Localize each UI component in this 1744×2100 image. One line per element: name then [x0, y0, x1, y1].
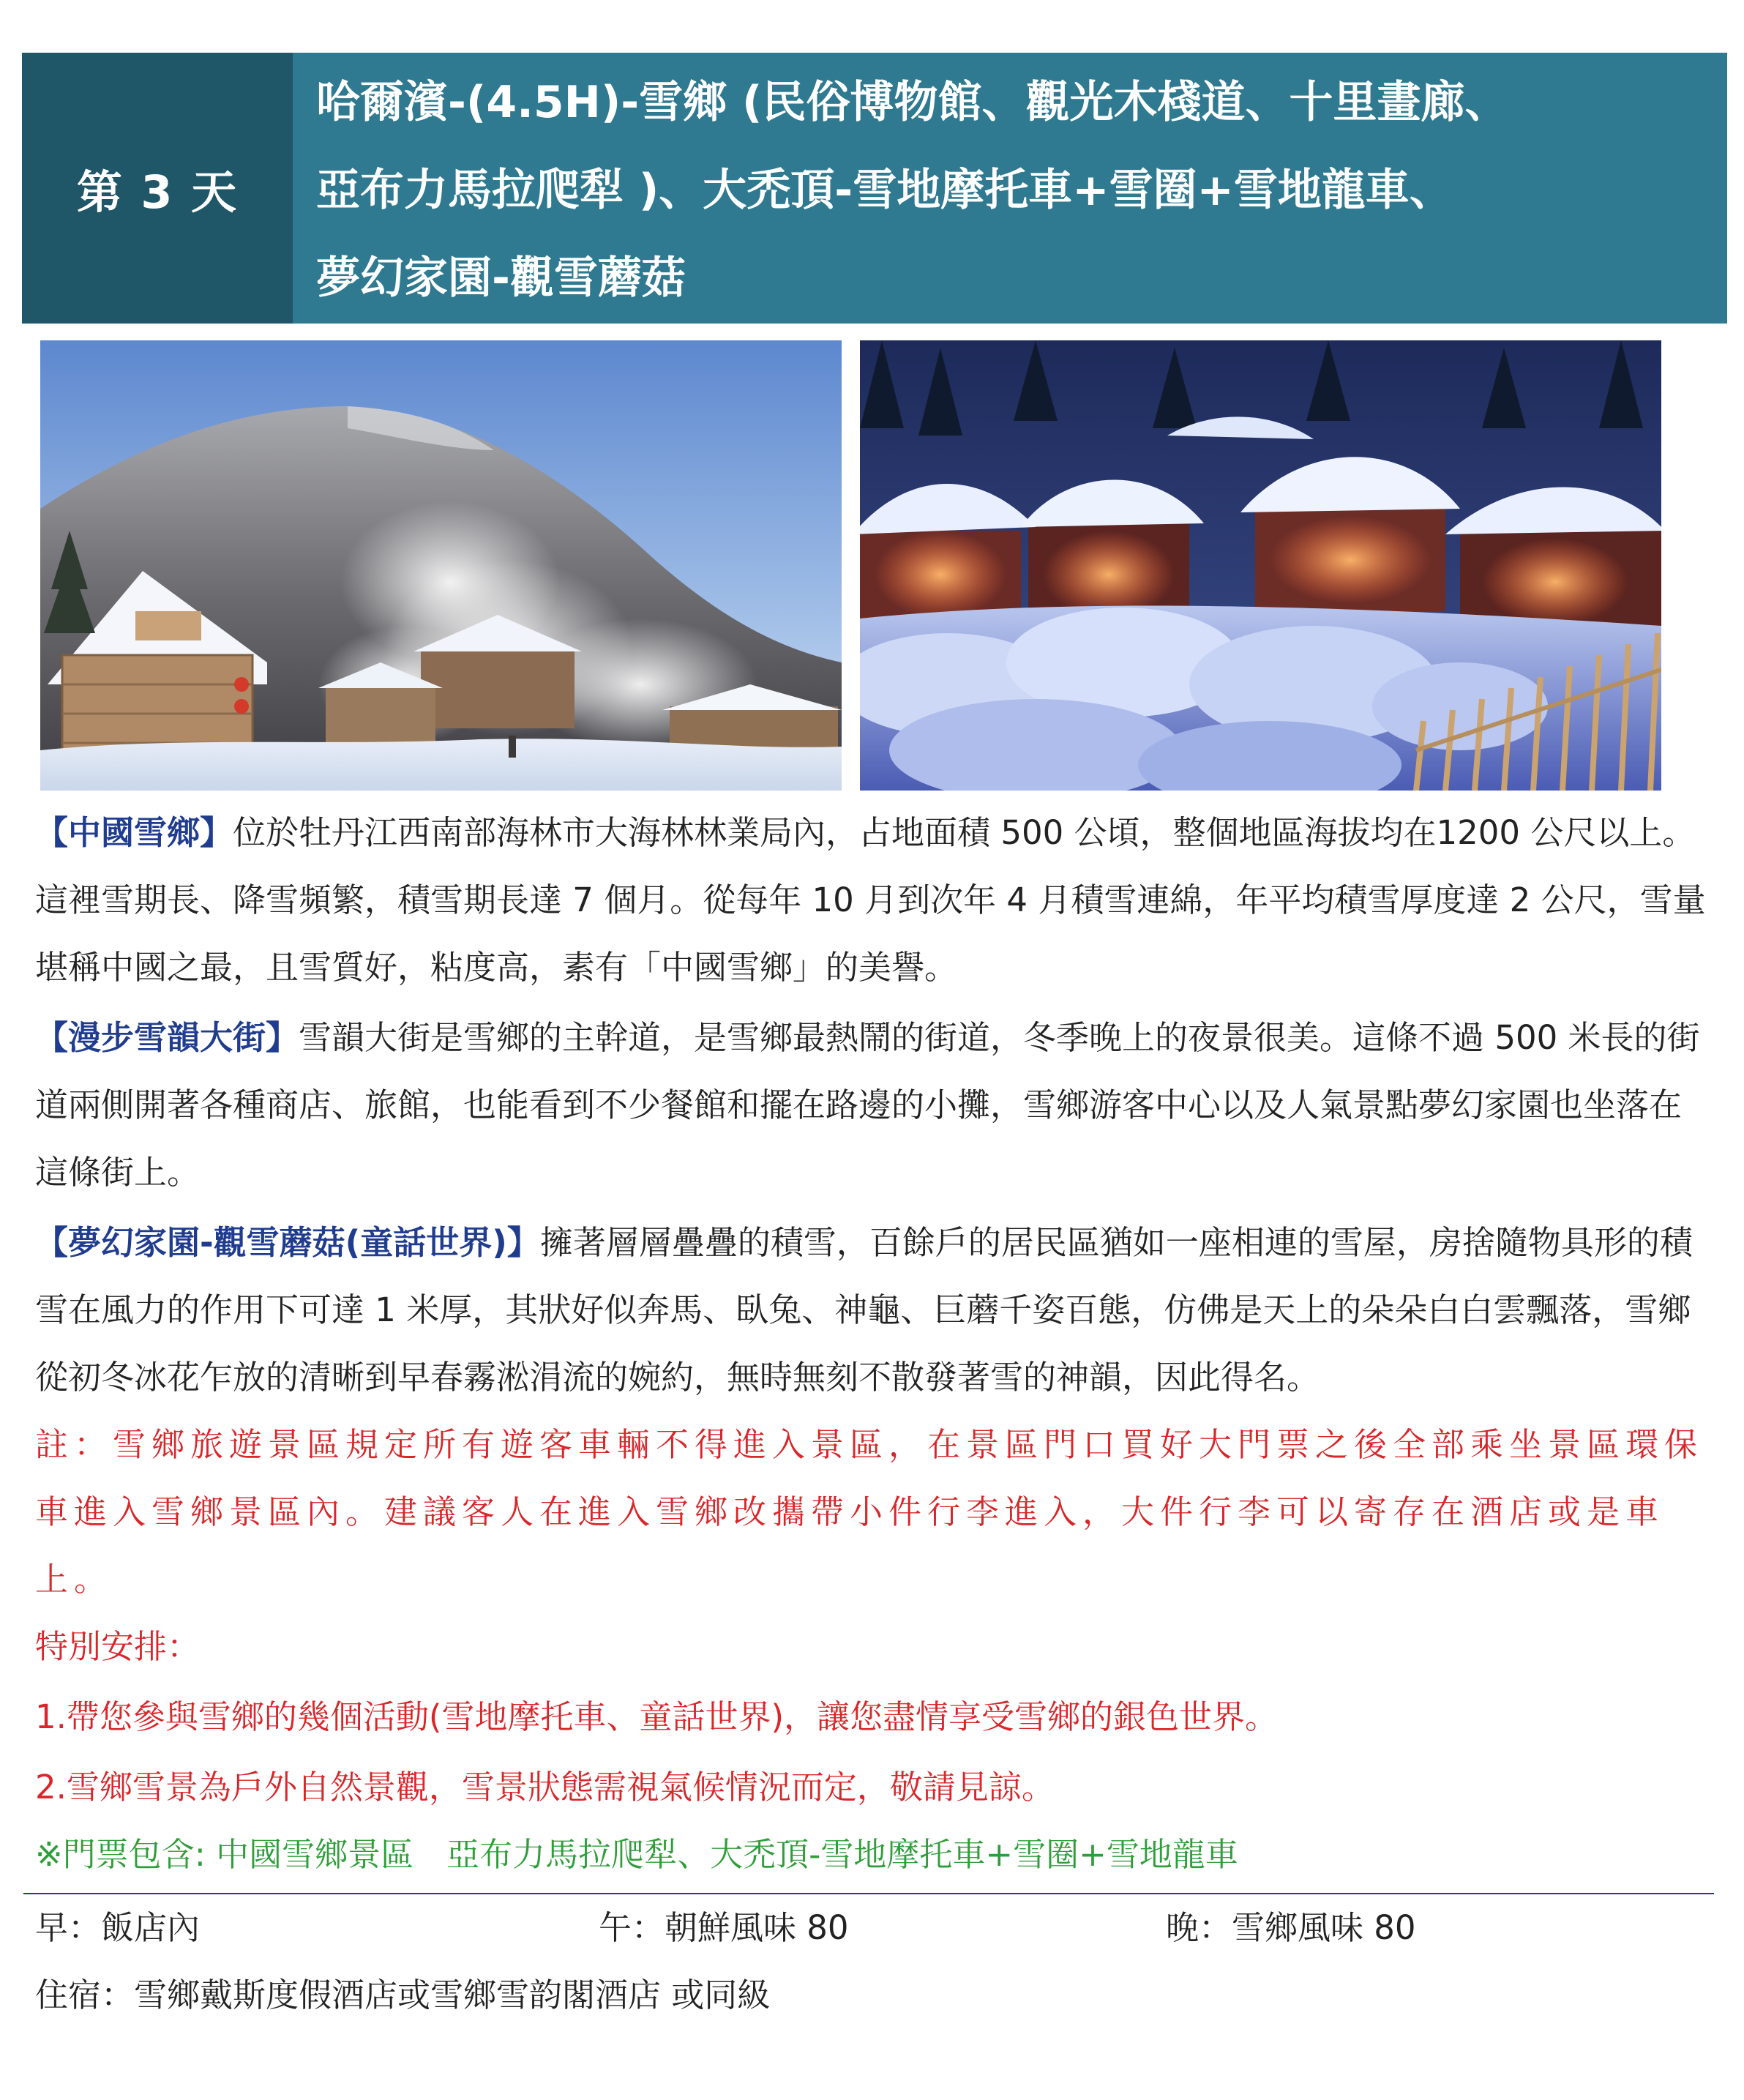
accommodation: 住宿：雪鄉戴斯度假酒店或雪鄉雪韵閣酒店 或同級 — [35, 1976, 771, 2014]
section-dream-home — [35, 1209, 1711, 1411]
day-title-line-2: 亞布力馬拉爬犁 )、大禿頂-雪地摩托車+雪圈+雪地龍車、 — [316, 165, 1453, 216]
photo-row — [40, 340, 1661, 791]
day-title — [293, 53, 1727, 324]
lunch: 午：朝鮮風味 80 — [599, 1908, 849, 1947]
special-arrangement-title: 特別安排： — [35, 1627, 201, 1666]
section-tag: 【夢幻家園-觀雪蘑菇(童話世界)】 — [35, 1223, 540, 1262]
day-label: 第 3 天 — [22, 53, 293, 324]
day-header — [22, 53, 1727, 324]
section-tag: 【漫步雪韻大街】 — [35, 1018, 299, 1057]
section-text: 雪韻大街是雪鄉的主幹道，是雪鄉最熱鬧的街道，冬季晚上的夜景很美。這條不過 500 米長的街道兩側開著各種商店、旅館，也能看到不少餐館和擺在路邊的小攤，雪鄉游客中心以及人氣景點夢幻家園也坐落在這條街上。 — [35, 1018, 1700, 1192]
special-arrangement-item: 2.雪鄉雪景為戶外自然景觀，雪景狀態需視氣候情況而定，敬請見諒。 — [35, 1768, 1055, 1806]
section-text: 位於牡丹江西南部海林市大海林林業局內，占地面積 500 公頃，整個地區海拔均在1200 公尺以上。這裡雪期長、降雪頻繁，積雪期長達 7 個月。從每年 10 月到次年 4 月積雪連綿，年平均積雪厚度達 2 公尺，雪量堪稱中國之最，且雪質好，粘度高，素有「中國雪鄉」的美譽。 — [35, 813, 1706, 987]
dinner: 晚：雪鄉風味 80 — [1166, 1908, 1416, 1947]
day-title-line-1: 哈爾濱-(4.5H)-雪鄉 (民俗博物館、觀光木棧道、十里畫廊、 — [316, 77, 1509, 128]
day-title-line-3: 夢幻家園-觀雪蘑菇 — [316, 253, 686, 304]
meals-row — [35, 1894, 1711, 1962]
special-arrangement-item: 1.帶您參與雪鄉的幾個活動(雪地摩托車、童話世界)，讓您盡情享受雪鄉的銀色世界。 — [35, 1697, 1279, 1736]
section-text: 擁著層層疊疊的積雪，百餘戶的居民區猶如一座相連的雪屋，房捨隨物具形的積雪在風力的作用下可達 1 米厚，其狀好似奔馬、臥兔、神龜、巨蘑千姿百態，仿佛是天上的朵朵白白雲飄落，雪鄉從初冬冰花乍放的清晰到早春霧淞涓流的婉約，無時無刻不散發著雪的神韻，因此得名。 — [35, 1223, 1693, 1397]
section-snow-town — [35, 799, 1711, 1001]
day-description — [35, 799, 1711, 2029]
breakfast: 早：飯店內 — [35, 1908, 201, 1947]
travel-note: 註：雪鄉旅遊景區規定所有遊客車輛不得進入景區，在景區門口買好大門票之後全部乘坐景區環保車進入雪鄉景區內。建議客人在進入雪鄉改攜帶小件行李進入，大件行李可以寄存在酒店或是車上。 — [35, 1425, 1704, 1599]
section-snow-street — [35, 1004, 1711, 1206]
snow-village-day-photo — [40, 340, 842, 791]
tickets-included: ※門票包含: 中國雪鄉景區 亞布力馬拉爬犁、大禿頂-雪地摩托車+雪圈+雪地龍車 — [35, 1835, 1238, 1874]
snow-mushroom-dusk-photo — [860, 340, 1661, 791]
section-tag: 【中國雪鄉】 — [35, 813, 233, 852]
